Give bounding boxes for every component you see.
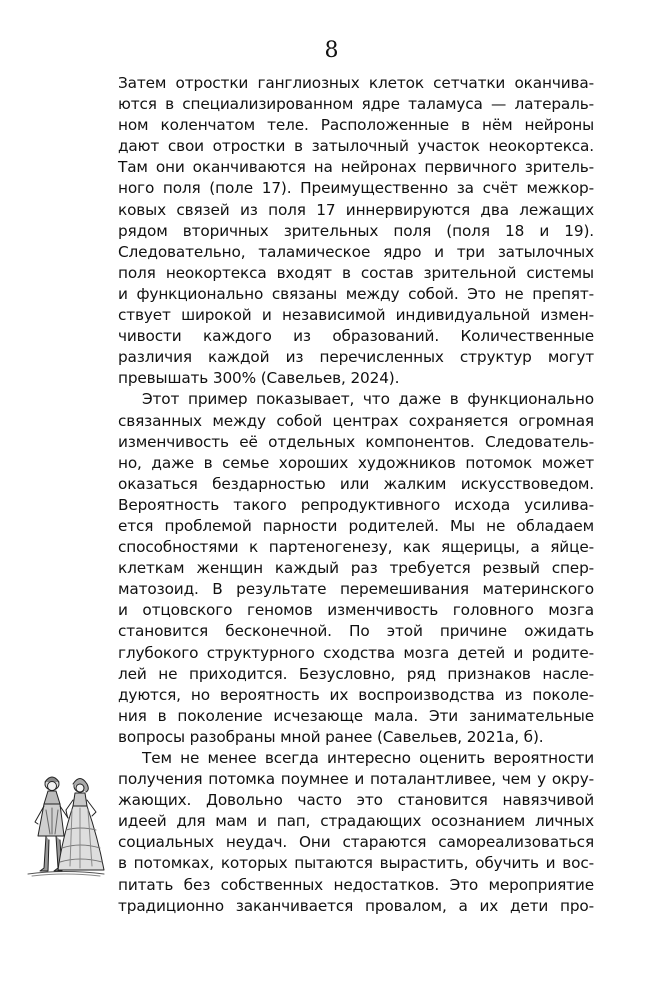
text-line: ном коленчатом теле. Расположенные в нём нейроны (118, 116, 594, 135)
text-line: ствует широкой и независимой индивидуальной измен- (118, 306, 594, 325)
text-line: Этот пример показывает, что даже в функционально (142, 390, 594, 409)
body-text (118, 73, 594, 917)
text-line: различия каждой из перечисленных структур могут (118, 348, 594, 367)
text-line: Затем отростки ганглиозных клеток сетчатки оканчива- (118, 74, 594, 92)
page-number: 8 (324, 38, 339, 63)
text-line: способностями к партеногенезу, как ящерицы, а яйце- (118, 538, 594, 557)
text-line: в потомках, которых пытаются вырастить, обучить и вос- (118, 854, 594, 873)
text-line: матозоид. В результате перемешивания материнского (118, 580, 594, 599)
text-line: изменчивость её отдельных компонентов. Следователь- (118, 432, 594, 451)
text-line: социальных неудач. Они стараются самореализоваться (118, 833, 594, 852)
text-line: питать без собственных недостатков. Это мероприятие (118, 875, 594, 894)
text-line: клеткам женщин каждый раз требуется резвый спер- (118, 559, 594, 578)
text-line: чивости каждого из образований. Количественные (118, 327, 594, 346)
text-line: ковых связей из поля 17 иннервируются два лежащих (118, 200, 594, 219)
text-line: ется проблемой парности родителей. Мы не обладаем (118, 516, 594, 535)
text-line: Следовательно, таламическое ядро и три затылочных (118, 242, 594, 261)
text-line: дуются, но вероятность их воспроизводства из поколе- (118, 685, 594, 704)
text-line: и функционально связаны между собой. Это не препят- (118, 284, 594, 303)
text-line: традиционно заканчивается провалом, а их дети про- (118, 896, 594, 915)
text-line: идеей для мам и пап, страдающих осознанием личных (118, 812, 594, 831)
text-line: глубокого структурного сходства мозга детей и родите- (118, 643, 594, 662)
engraving-two-figures-icon (22, 770, 108, 878)
text-line: вопросы разобраны мной ранее (Савельев, 2021а, б). (118, 727, 544, 746)
text-line: и отцовского геномов изменчивость головного мозга (118, 601, 594, 620)
text-line: связанных между собой центрах сохраняется огромная (118, 411, 594, 430)
text-line: Вероятность такого репродуктивного исхода усилива- (118, 495, 594, 514)
text-line: получения потомка поумнее и поталантливее, чем у окру- (118, 770, 594, 789)
text-line: Тем не менее всегда интересно оценить вероятности (142, 749, 594, 767)
text-line: дают свои отростки в затылочный участок неокортекса. (118, 137, 594, 156)
text-line: жающих. Довольно часто это становится навязчивой (118, 791, 594, 810)
text-line: поля неокортекса входят в состав зрительной системы (118, 263, 594, 282)
text-line: ного поля (поле 17). Преимущественно за счёт межкор- (118, 179, 594, 198)
text-line: превышать 300% (Савельев, 2024). (118, 369, 400, 388)
text-line: ния в поколение исчезающе мала. Эти занимательные (118, 706, 594, 725)
text-line: ются в специализированном ядре таламуса — латераль- (118, 95, 594, 114)
text-line: становится бесконечной. По этой причине ожидать (118, 622, 594, 641)
text-line: Там они оканчиваются на нейронах первичного зритель- (118, 158, 594, 177)
text-line: но, даже в семье хороших художников потомок может (118, 453, 594, 472)
text-line: лей не приходится. Безусловно, ряд признаков насле- (118, 664, 594, 683)
text-line: оказаться бездарностью или жалким искусствоведом. (118, 474, 594, 493)
text-line: рядом вторичных зрительных поля (поля 18 и 19). (118, 221, 594, 240)
